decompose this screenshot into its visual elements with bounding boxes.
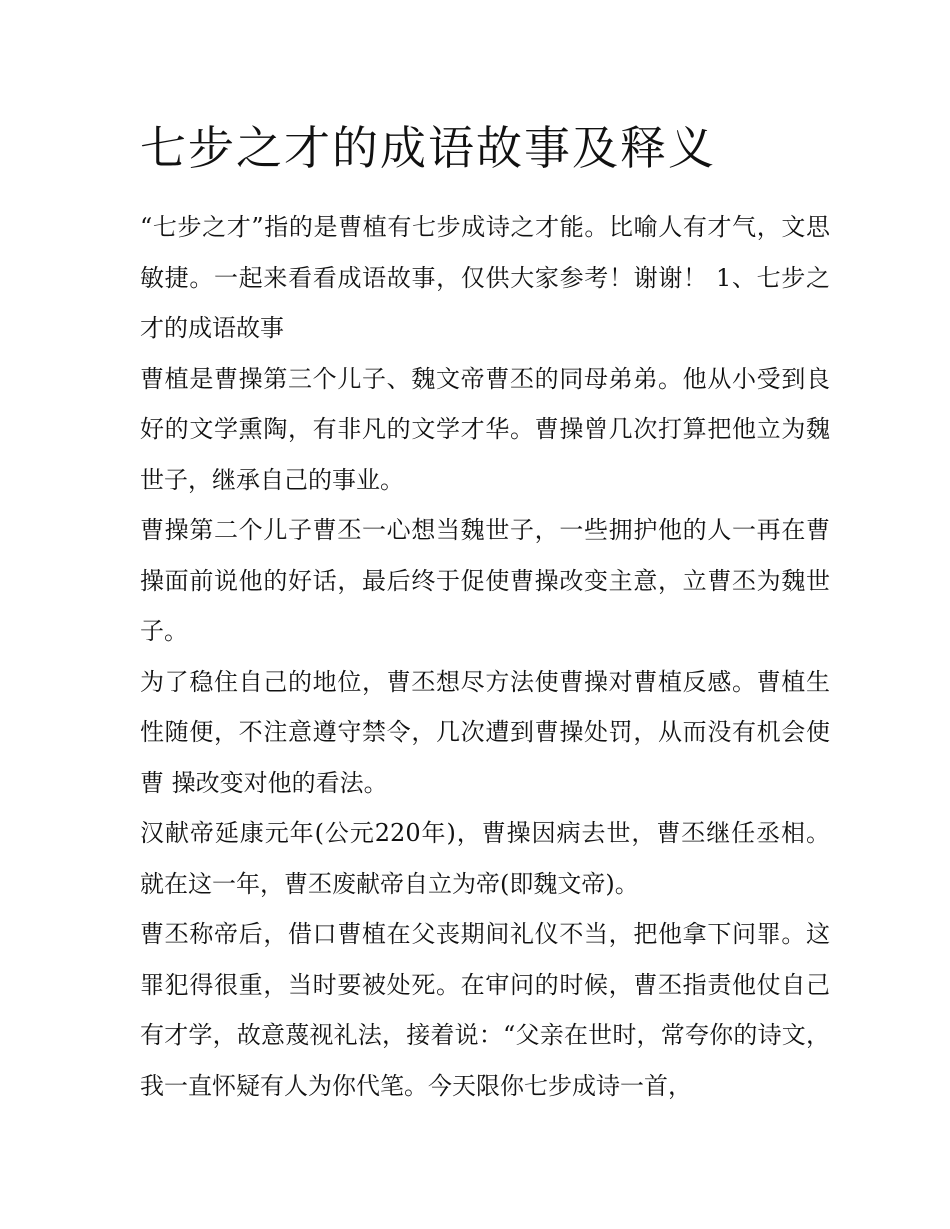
document-page	[140, 112, 830, 1111]
page-title: 七步之才的成语故事及释义	[140, 121, 716, 175]
paragraph-trial: 曹丕称帝后，借口曹植在父丧期间礼仪不当，把他拿下问罪。这罪犯得很重，当时要被处死。在审问的时候，曹丕指责他仗自己有才学，故意蔑视礼法，接着说：“父亲在世时，常夸你的诗文，我一直怀疑有人为你代笔。今天限你七步成诗一首，	[140, 920, 830, 1100]
paragraph-cao-zhi: 曹植是曹操第三个儿子、魏文帝曹丕的同母弟弟。他从小受到良好的文学熏陶，有非凡的文学才华。曹操曾几次打算把他立为魏世子，继承自己的事业。	[140, 364, 830, 494]
paragraph-cao-pi: 曹操第二个儿子曹丕一心想当魏世子，一些拥护他的人一再在曹操面前说他的好话，最后终于促使曹操改变主意，立曹丕为魏世子。	[140, 516, 830, 645]
paragraph-emperor: 汉献帝延康元年(公元220年)，曹操因病去世，曹丕继任丞相。 就在这一年，曹丕废献帝自立为帝(即魏文帝)。	[140, 819, 830, 898]
paragraph-intro: “七步之才”指的是曹植有七步成诗之才能。比喻人有才气，文思敏捷。一起来看看成语故事，仅供大家参考！谢谢！ 1、七步之才的成语故事	[140, 213, 830, 342]
paragraph-position: 为了稳住自己的地位，曹丕想尽方法使曹操对曹植反感。曹植生性随便，不注意遵守禁令，几次遭到曹操处罚，从而没有机会使曹 操改变对他的看法。	[140, 667, 830, 797]
